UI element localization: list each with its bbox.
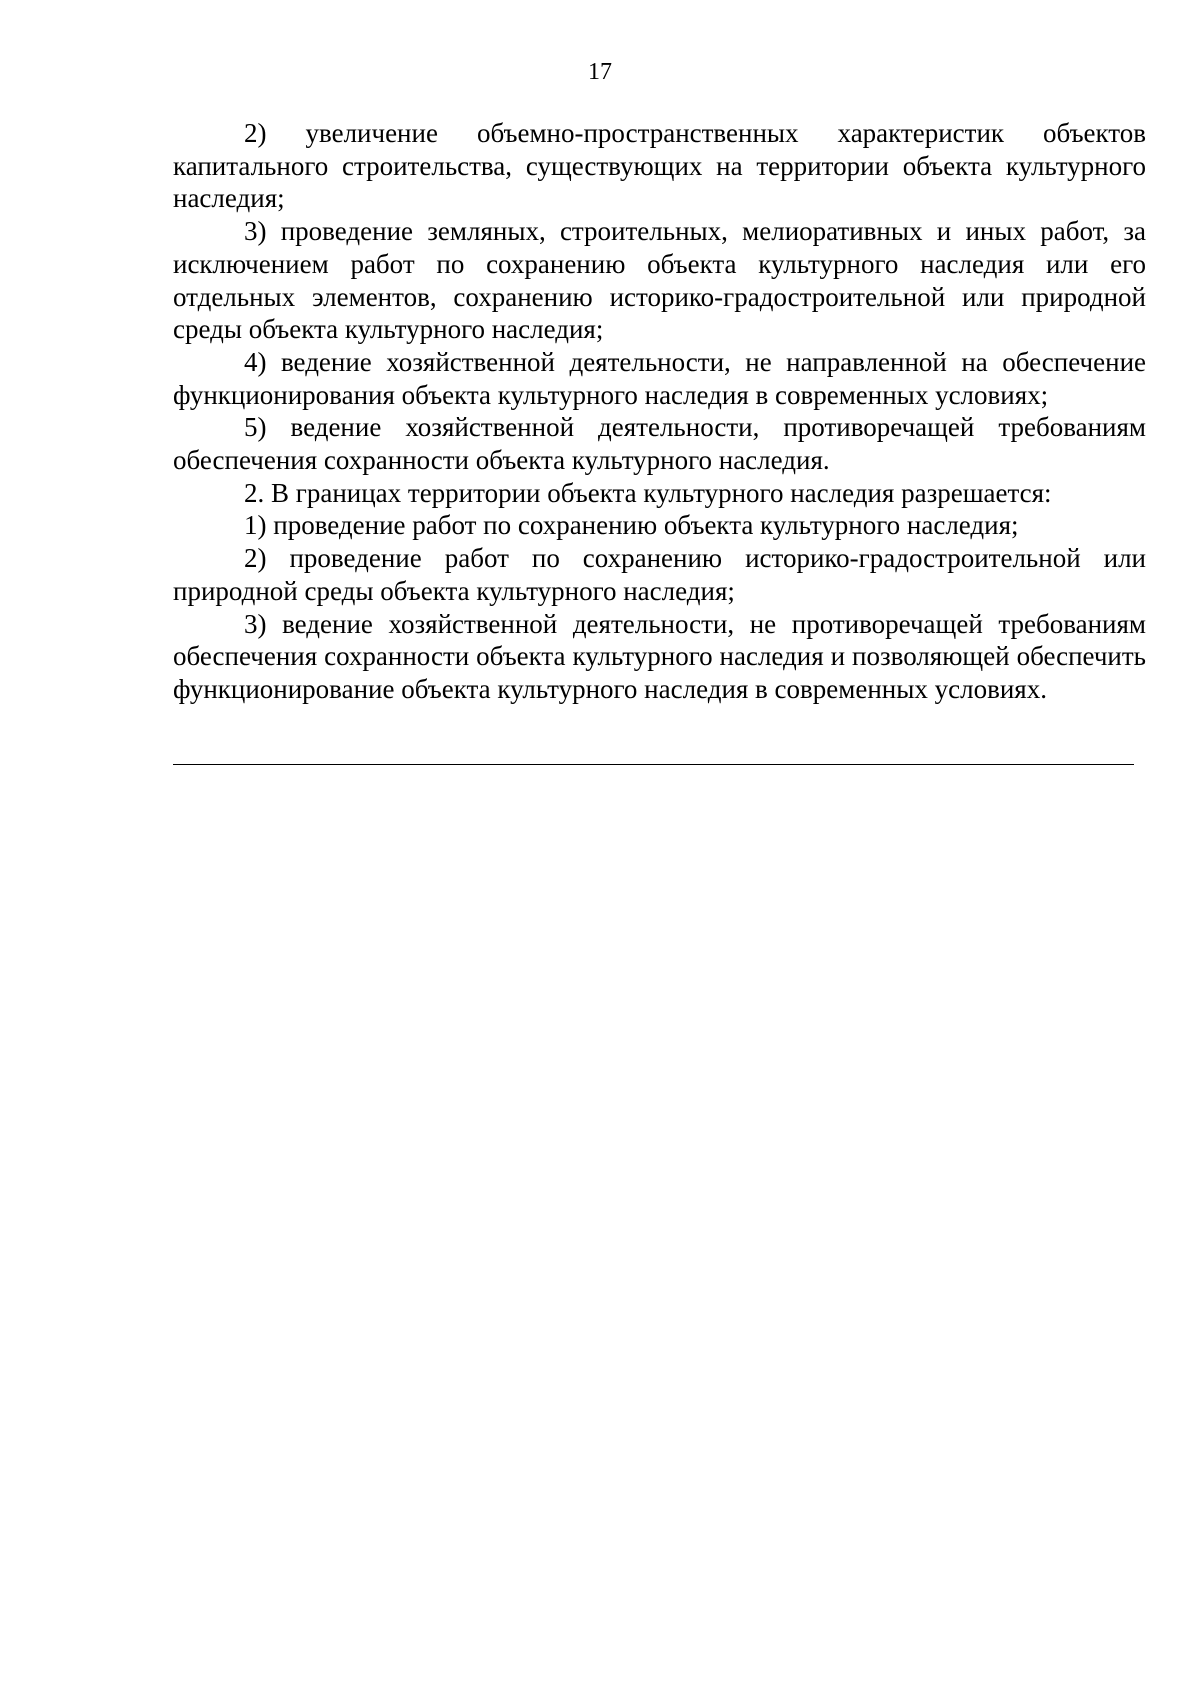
paragraph-restriction-3: 3) проведение земляных, строительных, мелиоративных и иных работ, за исключением работ по сохранению объекта культурного наследия или его отдельных элементов, сохранению историко-градостроительной или природной среды объекта культурного наследия; — [173, 216, 1146, 345]
paragraph-permission-2: 2) проведение работ по сохранению историко-градостроительной или природной среды объекта культурного наследия; — [173, 543, 1146, 606]
paragraph-permission-3: 3) ведение хозяйственной деятельности, не противоречащей требованиям обеспечения сохранности объекта культурного наследия и позволяющей обеспечить функционирование объекта культурного наследия в современных условиях. — [173, 608, 1146, 704]
paragraph-restriction-4: 4) ведение хозяйственной деятельности, не направленной на обеспечение функционирования объекта культурного наследия в современных условиях; — [173, 346, 1146, 410]
paragraph-permission-1: 1) проведение работ по сохранению объекта культурного наследия; — [244, 510, 1019, 541]
paragraph-restriction-2: 2) увеличение объемно-пространственных характеристик объектов капитального строительства, существующих на территории объекта культурного наследия; — [173, 118, 1146, 214]
document-body — [173, 117, 1146, 706]
paragraph-section-2-heading: 2. В границах территории объекта культурного наследия разрешается: — [244, 477, 1052, 508]
page-number: 17 — [588, 59, 612, 85]
paragraph-restriction-5: 5) ведение хозяйственной деятельности, противоречащей требованиям обеспечения сохранности объекта культурного наследия. — [173, 412, 1146, 476]
end-of-text-rule — [173, 764, 1134, 765]
